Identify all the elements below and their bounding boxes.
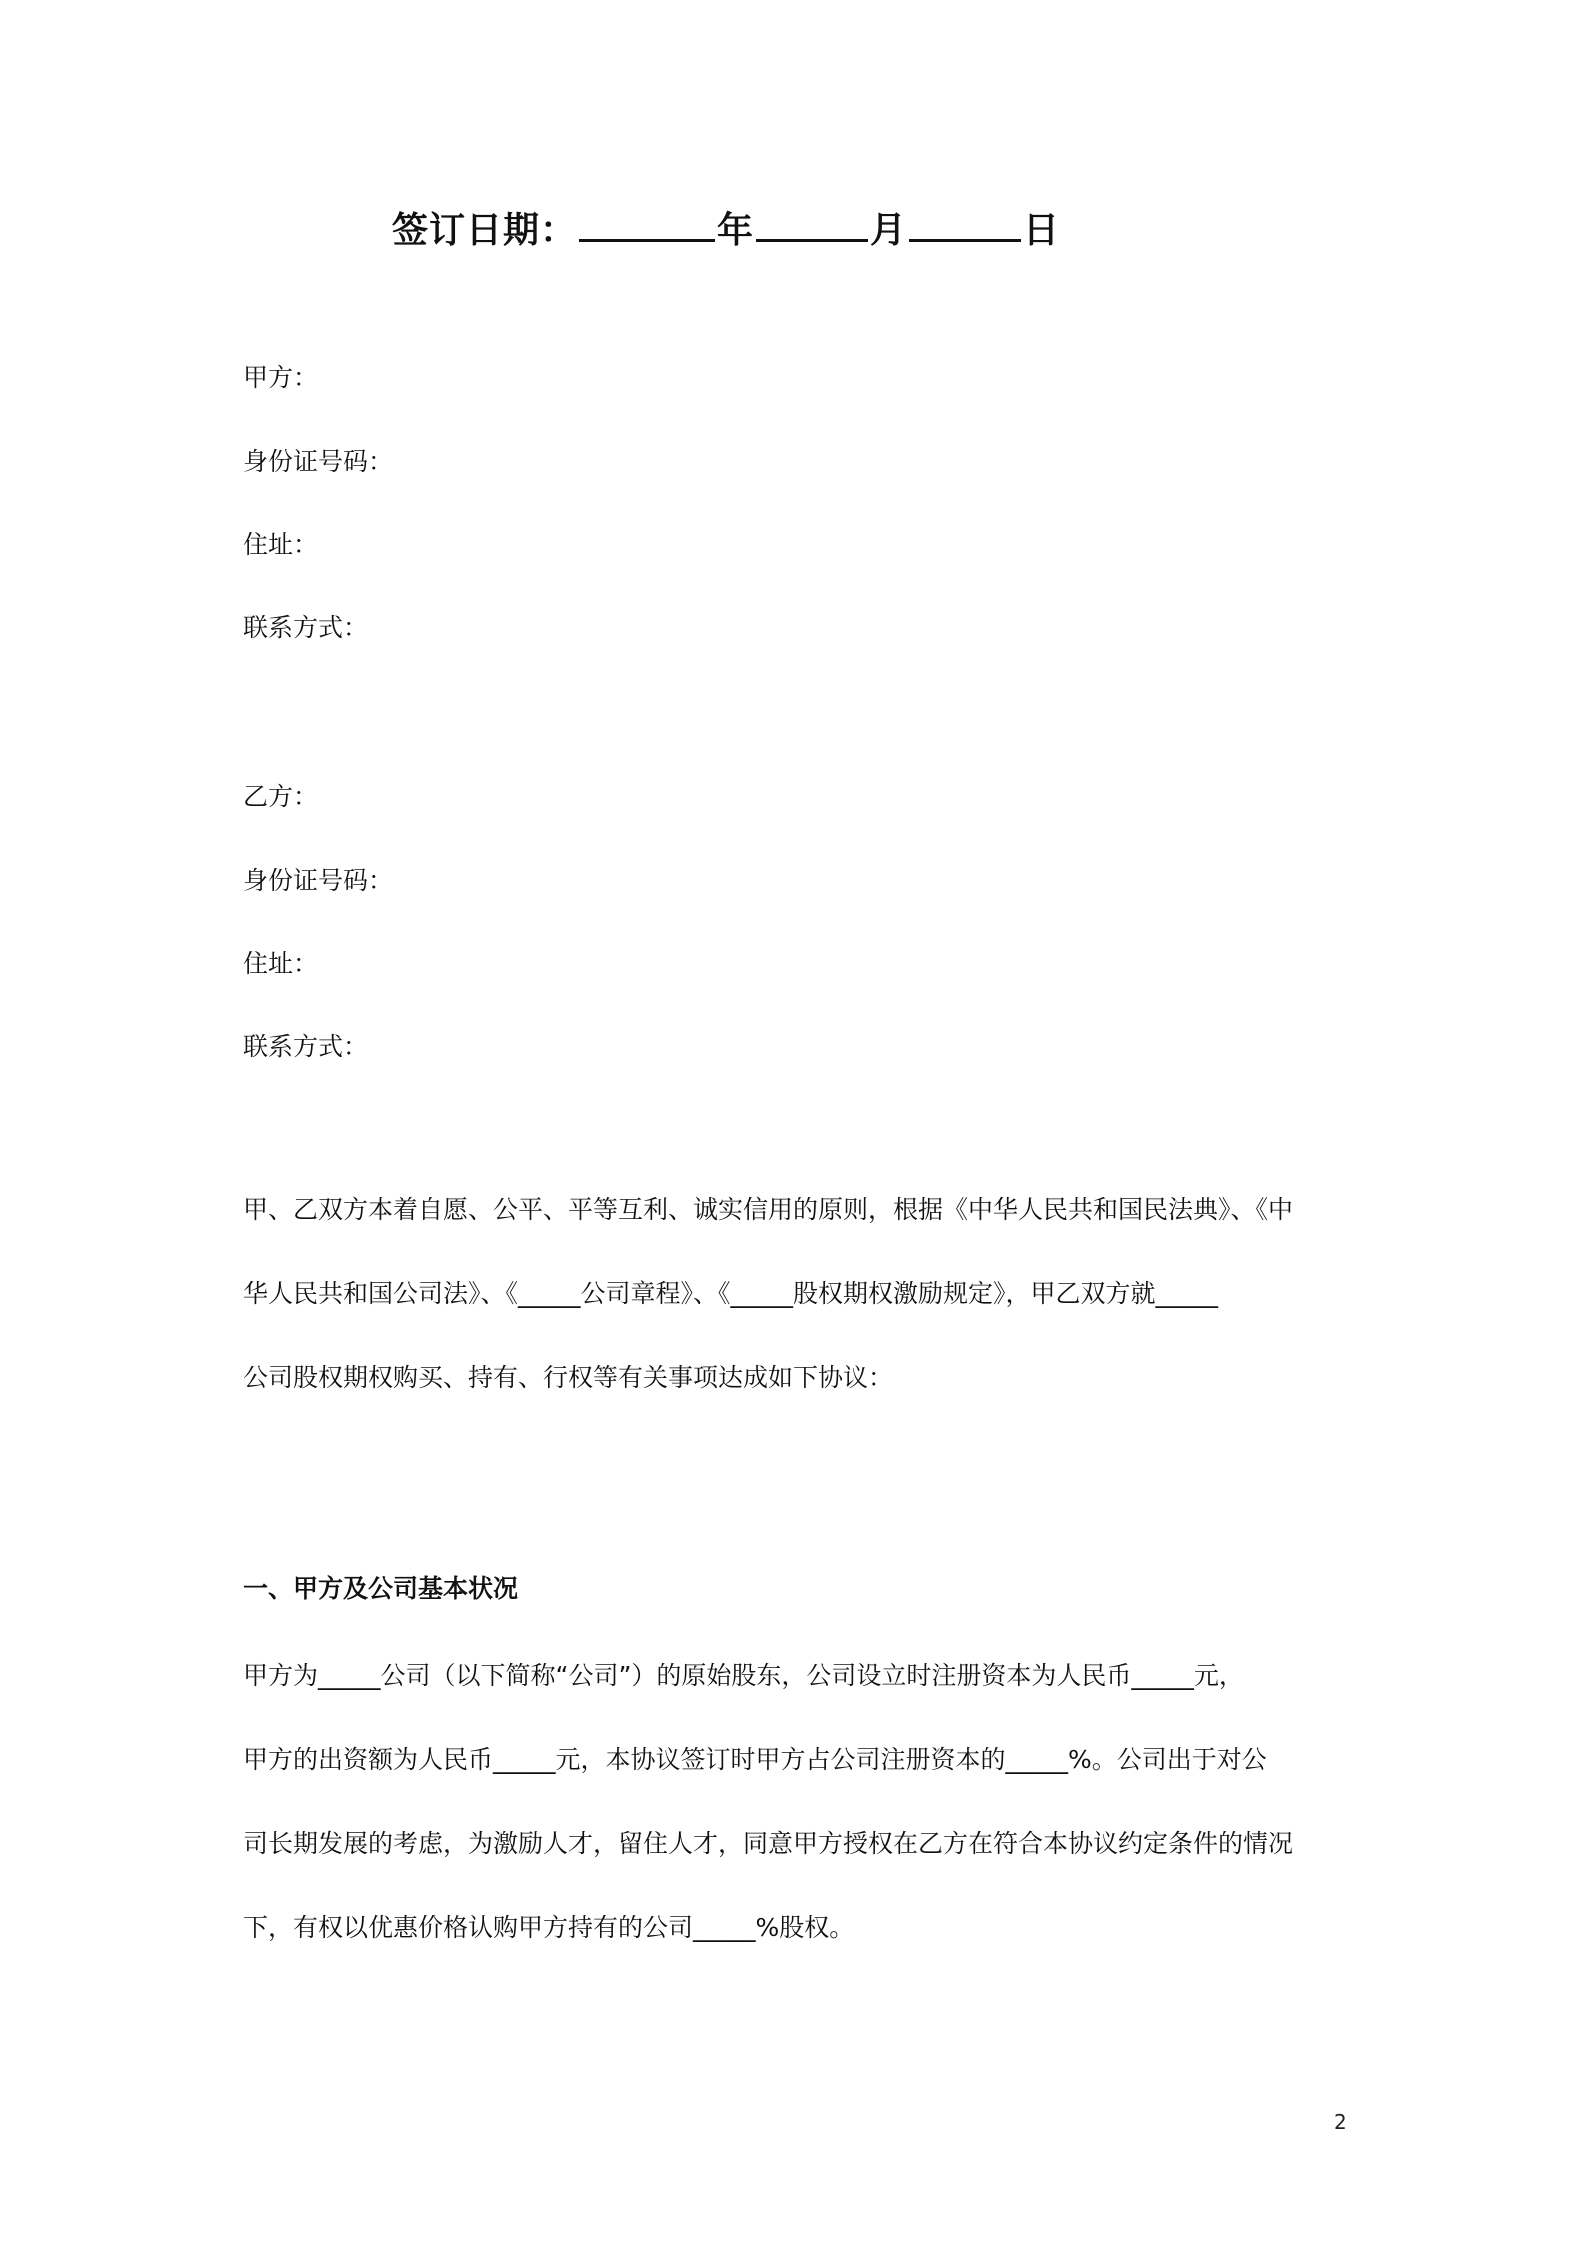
signing-date (392, 202, 1060, 253)
day-label: 日 (1023, 210, 1061, 251)
preamble-line: 公司股权期权购买、持有、行权等有关事项达成如下协议： (243, 1363, 894, 1392)
month-label: 月 (870, 210, 908, 251)
party-b-id-label: 身份证号码： (243, 866, 394, 895)
section1-line: 甲方的出资额为人民币_____元，本协议签订时甲方占公司注册资本的_____%。公司出于对公 (243, 1745, 1267, 1774)
page-number: 2 (1334, 2110, 1347, 2134)
party-a-id-label: 身份证号码： (243, 447, 394, 476)
preamble-line: 甲、乙双方本着自愿、公平、平等互利、诚实信用的原则，根据《中华人民共和国民法典》、《中 (243, 1195, 1294, 1224)
year-blank (579, 205, 715, 242)
section1-line: 下，有权以优惠价格认购甲方持有的公司_____%股权。 (243, 1913, 855, 1942)
party-b-name-label: 乙方： (243, 782, 319, 811)
party-b-address-label: 住址： (243, 949, 319, 978)
preamble-line: 华人民共和国公司法》、《_____公司章程》、《_____股权期权激励规定》，甲乙双方就_____ (243, 1279, 1219, 1308)
party-b-contact-label: 联系方式： (243, 1032, 369, 1061)
party-a-name-label: 甲方： (243, 363, 319, 392)
party-a-contact-label: 联系方式： (243, 613, 369, 642)
section1-line: 司长期发展的考虑，为激励人才，留住人才，同意甲方授权在乙方在符合本协议约定条件的情况 (243, 1829, 1294, 1858)
day-blank (909, 205, 1021, 242)
preamble-paragraph (243, 1168, 1353, 1420)
month-blank (756, 205, 868, 242)
signing-date-label: 签订日期： (392, 210, 578, 251)
section1-line: 甲方为_____公司（以下简称“公司”）的原始股东，公司设立时注册资本为人民币_____元， (243, 1661, 1244, 1690)
party-a-address-label: 住址： (243, 530, 319, 559)
year-label: 年 (717, 210, 755, 251)
section-heading: 一、甲方及公司基本状况 (243, 1574, 519, 1603)
section1-paragraph (243, 1634, 1353, 1970)
